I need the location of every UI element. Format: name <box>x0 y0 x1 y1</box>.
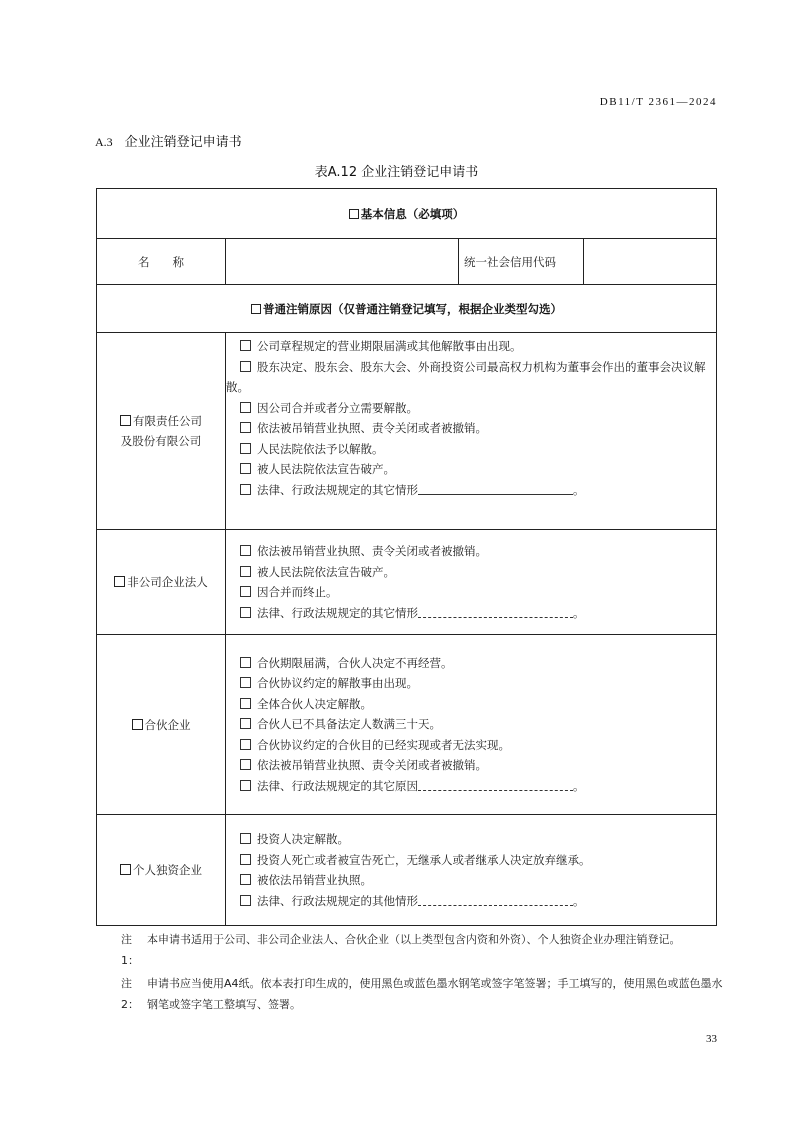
checkbox-icon[interactable] <box>240 657 251 668</box>
group-checkbox-icon[interactable] <box>132 719 143 730</box>
reason-item[interactable]: 依法被吊销营业执照、责令关闭或者被撤销。 <box>226 755 716 776</box>
group-label-line1: 有限责任公司 <box>133 414 202 428</box>
credit-code-field[interactable] <box>584 239 717 285</box>
group-label-limited-company <box>97 333 226 530</box>
note-text: 申请书应当使用A4纸。依本表打印生成的，使用黑色或蓝色墨水钢笔或签字笔签署；手工填写的，使用黑色或蓝色墨水钢笔或签字笔工整填写、签署。 <box>147 977 723 1011</box>
note-1 <box>121 929 733 971</box>
credit-code-label: 统一社会信用代码 <box>459 239 584 285</box>
reasons-heading-text: 普通注销原因（仅普通注销登记填写，根据企业类型勾选） <box>263 301 562 316</box>
reason-item[interactable]: 股东决定、股东会、股东大会、外商投资公司最高权力机构为董事会作出的董事会决议解散。 <box>226 359 706 394</box>
blank-line[interactable] <box>418 482 573 495</box>
checkbox-icon[interactable] <box>240 874 251 885</box>
checkbox-icon[interactable] <box>240 607 251 618</box>
reason-list-non-company-legal-person <box>226 530 717 635</box>
reason-item[interactable]: 依法被吊销营业执照、责令关闭或者被撤销。 <box>226 541 716 562</box>
blank-line[interactable] <box>418 605 573 618</box>
checkbox-icon[interactable] <box>240 759 251 770</box>
reason-item[interactable]: 投资人决定解散。 <box>226 829 716 850</box>
reason-item[interactable]: 合伙期限届满，合伙人决定不再经营。 <box>226 653 716 674</box>
group-checkbox-icon[interactable] <box>120 415 131 426</box>
reason-item[interactable]: 人民法院依法予以解散。 <box>226 439 716 460</box>
blank-line[interactable] <box>418 778 573 791</box>
section-number: A.3 <box>95 135 113 149</box>
checkbox-icon[interactable] <box>240 833 251 844</box>
reason-item[interactable]: 被人民法院依法宣告破产。 <box>226 459 716 480</box>
checkbox-icon[interactable] <box>240 895 251 906</box>
checkbox-icon[interactable] <box>240 854 251 865</box>
checkbox-icon[interactable] <box>240 361 251 372</box>
document-code: DB11/T 2361—2024 <box>599 96 717 108</box>
checkbox-icon[interactable] <box>240 484 251 495</box>
checkbox-icon[interactable] <box>240 443 251 454</box>
reasons-heading <box>97 285 717 333</box>
reason-item[interactable]: 公司章程规定的营业期限届满或其他解散事由出现。 <box>226 336 716 357</box>
name-field[interactable] <box>226 239 459 285</box>
checkbox-icon[interactable] <box>240 718 251 729</box>
page-number: 33 <box>706 1033 717 1045</box>
checkbox-icon[interactable] <box>240 463 251 474</box>
reason-item[interactable]: 投资人死亡或者被宣告死亡，无继承人或者继承人决定放弃继承。 <box>226 850 716 871</box>
note-label: 注1： <box>121 933 139 967</box>
reason-item[interactable]: 被人民法院依法宣告破产。 <box>226 562 716 583</box>
reason-item[interactable]: 法律、行政法规规定的其它情形 。 <box>226 480 716 501</box>
checkbox-icon[interactable] <box>349 209 359 219</box>
blank-line[interactable] <box>418 893 573 906</box>
checkbox-icon[interactable] <box>240 698 251 709</box>
deregistration-form-table <box>96 188 717 926</box>
section-title: 企业注销登记申请书 <box>124 135 242 150</box>
checkbox-icon[interactable] <box>240 780 251 791</box>
checkbox-icon[interactable] <box>240 739 251 750</box>
reason-item[interactable]: 法律、行政法规规定的其它情形 。 <box>226 603 716 624</box>
group-label-non-company-legal-person <box>97 530 226 635</box>
reason-item[interactable]: 合伙协议约定的合伙目的已经实现或者无法实现。 <box>226 735 716 756</box>
basic-info-heading <box>97 189 717 239</box>
reason-item[interactable]: 依法被吊销营业执照、责令关闭或者被撤销。 <box>226 418 716 439</box>
reason-item[interactable]: 因合并而终止。 <box>226 582 716 603</box>
group-label-line1: 非公司企业法人 <box>127 575 208 589</box>
table-caption: 表A.12 企业注销登记申请书 <box>314 165 479 180</box>
name-label: 名 称 <box>97 239 226 285</box>
checkbox-icon[interactable] <box>240 677 251 688</box>
group-label-sole-proprietorship <box>97 815 226 926</box>
basic-info-heading-text: 基本信息（必填项） <box>360 206 465 221</box>
reason-list-limited-company <box>226 333 717 530</box>
checkbox-icon[interactable] <box>251 304 261 314</box>
reason-item[interactable]: 合伙人已不具备法定人数满三十天。 <box>226 714 716 735</box>
note-text: 本申请书适用于公司、非公司企业法人、合伙企业（以上类型包含内资和外资）、个人独资企业办理注销登记。 <box>147 933 681 946</box>
checkbox-icon[interactable] <box>240 402 251 413</box>
notes <box>121 929 733 1017</box>
reason-item[interactable]: 法律、行政法规规定的其它原因 。 <box>226 776 716 797</box>
group-label-line2: 及股份有限公司 <box>120 434 202 448</box>
checkbox-icon[interactable] <box>240 586 251 597</box>
checkbox-icon[interactable] <box>240 545 251 556</box>
section-heading <box>95 131 242 150</box>
reason-item[interactable]: 全体合伙人决定解散。 <box>226 694 716 715</box>
reason-item[interactable]: 被依法吊销营业执照。 <box>226 870 716 891</box>
note-label: 注2： <box>121 977 139 1011</box>
group-label-partnership <box>97 635 226 815</box>
checkbox-icon[interactable] <box>240 422 251 433</box>
reason-item[interactable]: 合伙协议约定的解散事由出现。 <box>226 673 716 694</box>
group-checkbox-icon[interactable] <box>114 576 125 587</box>
group-label-line1: 个人独资企业 <box>133 863 202 877</box>
reason-item[interactable]: 因公司合并或者分立需要解散。 <box>226 398 716 419</box>
reason-list-sole-proprietorship <box>226 815 717 926</box>
note-2 <box>121 973 733 1015</box>
group-checkbox-icon[interactable] <box>120 864 131 875</box>
reason-list-partnership <box>226 635 717 815</box>
checkbox-icon[interactable] <box>240 566 251 577</box>
group-label-line1: 合伙企业 <box>144 717 191 732</box>
checkbox-icon[interactable] <box>240 340 251 351</box>
reason-item[interactable]: 法律、行政法规规定的其他情形 。 <box>226 891 716 912</box>
